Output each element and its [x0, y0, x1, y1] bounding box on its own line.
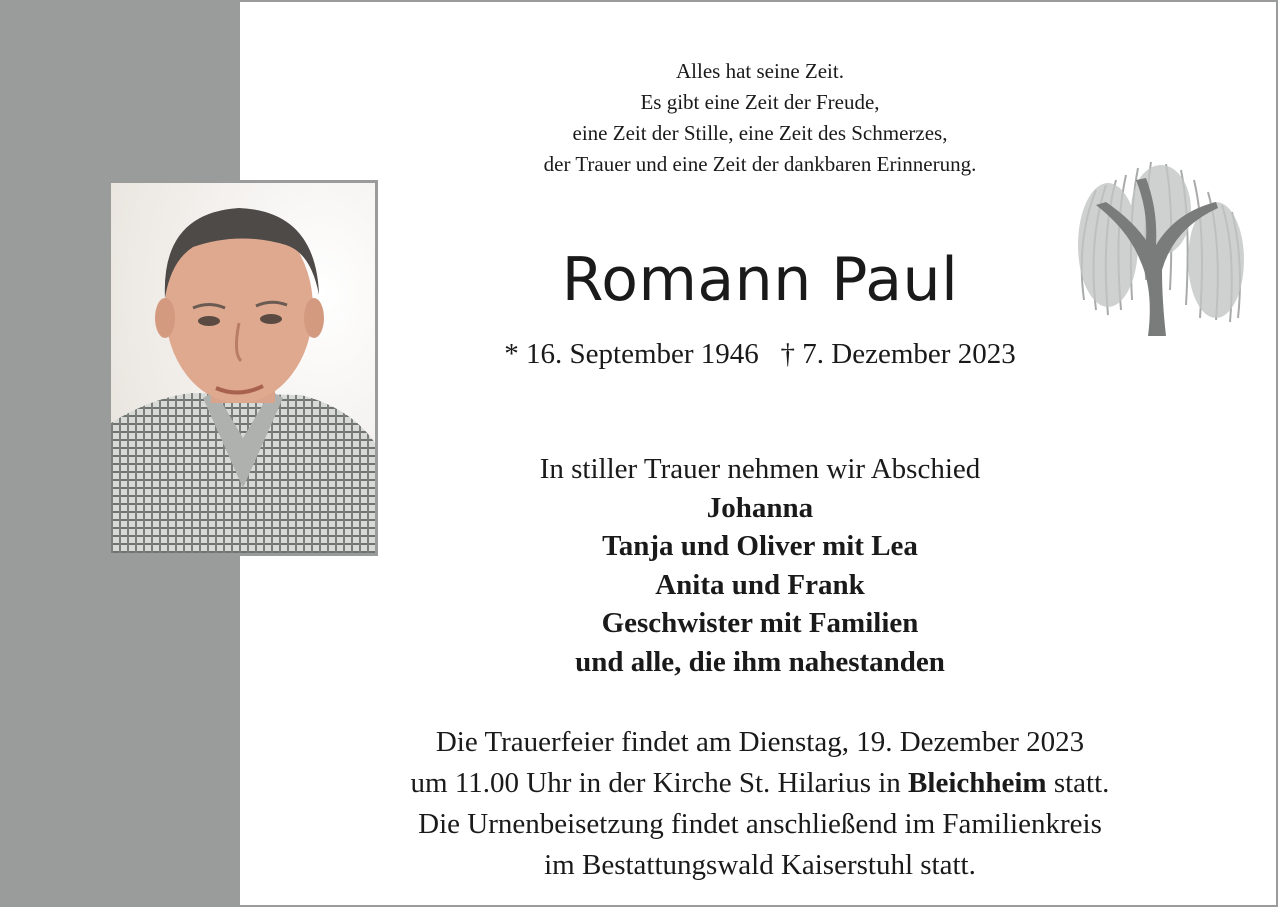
service-text: um 11.00 Uhr in der Kirche St. Hilarius in — [410, 767, 909, 799]
mourners-intro: In stiller Trauer nehmen wir Abschied — [539, 453, 981, 485]
service-line: Die Urnenbeisetzung findet anschließend im Familienkreis — [418, 808, 1102, 840]
service-line — [280, 763, 1240, 804]
poem — [280, 56, 1240, 180]
mourner-name: Johanna — [706, 491, 814, 524]
mourner-name: Geschwister mit Familien — [601, 607, 919, 640]
birth-date: * 16. September 1946 — [504, 338, 759, 370]
poem-line: Alles hat seine Zeit. — [676, 59, 844, 83]
poem-line: der Trauer und eine Zeit der dankbaren Erinnerung. — [543, 152, 977, 176]
service-place: Bleichheim — [908, 767, 1047, 799]
mourners-block — [280, 450, 1240, 682]
mourner-name: und alle, die ihm nahestanden — [575, 645, 945, 678]
mourner-name: Tanja und Oliver mit Lea — [602, 530, 918, 563]
service-line: Die Trauerfeier findet am Dienstag, 19. Dezember 2023 — [435, 726, 1085, 758]
death-date: † 7. Dezember 2023 — [780, 338, 1016, 370]
service-info — [280, 722, 1240, 886]
mourner-name: Anita und Frank — [655, 568, 865, 601]
life-dates — [280, 338, 1240, 371]
deceased-name: Romann Paul — [561, 245, 959, 315]
service-text: statt. — [1046, 767, 1110, 799]
service-line: im Bestattungswald Kaiserstuhl statt. — [544, 849, 976, 881]
poem-line: Es gibt eine Zeit der Freude, — [640, 90, 880, 114]
poem-line: eine Zeit der Stille, eine Zeit des Schmerzes, — [572, 121, 948, 145]
